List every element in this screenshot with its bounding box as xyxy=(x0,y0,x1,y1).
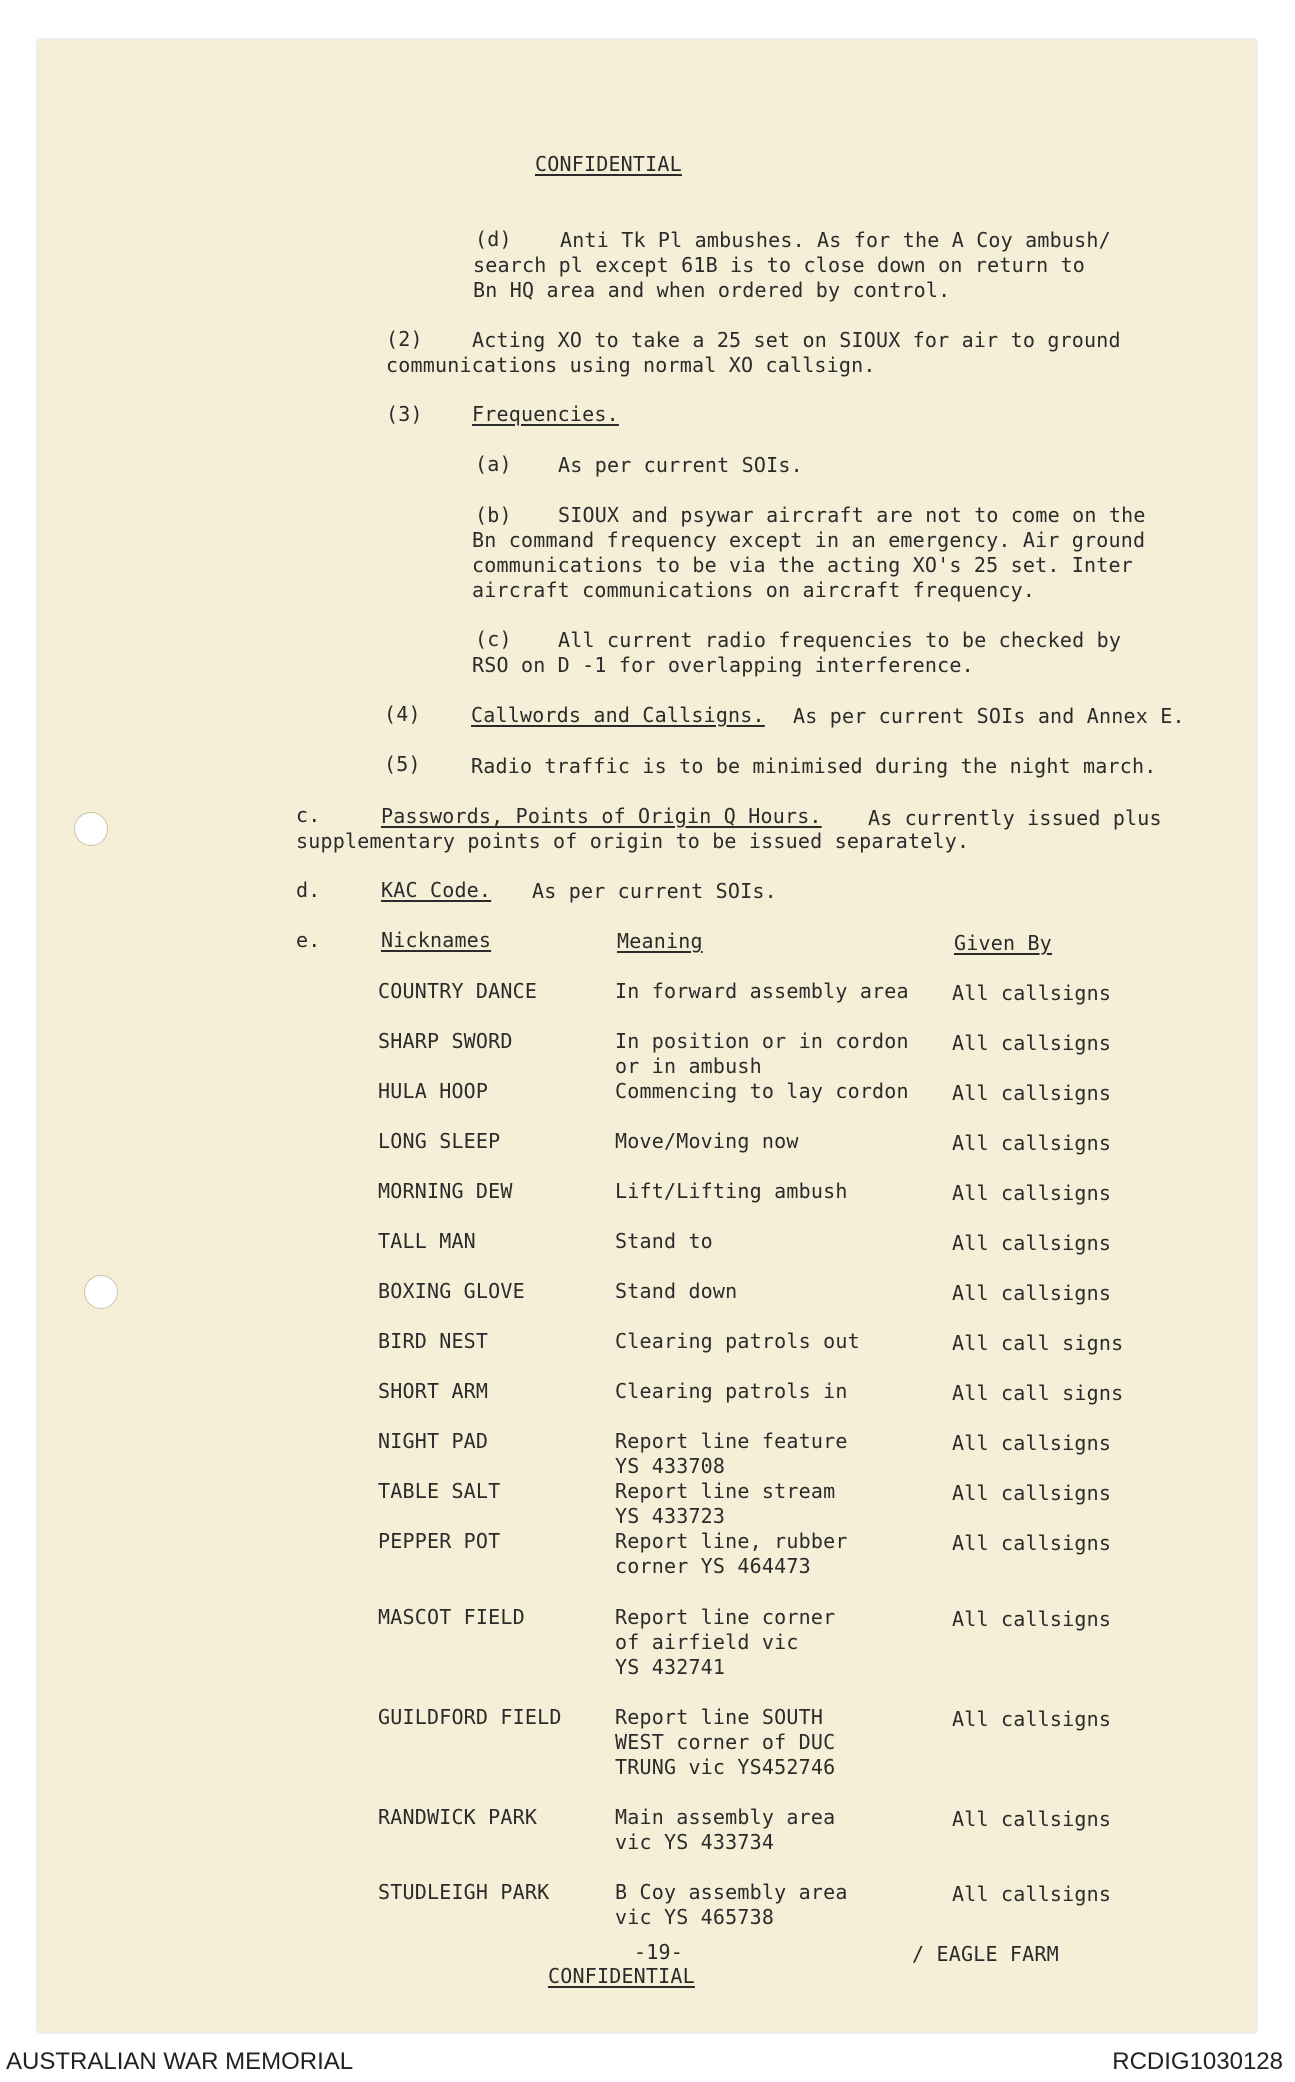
table-cell-meaning: Report line, rubber xyxy=(615,1529,848,1553)
table-cell-meaning: vic YS 465738 xyxy=(615,1905,775,1929)
para-d-line: search pl except 61B is to close down on return to xyxy=(473,253,1086,277)
classification-footer: CONFIDENTIAL xyxy=(548,1964,695,1988)
table-cell-meaning: or in ambush xyxy=(615,1054,762,1078)
para-5-text: Radio traffic is to be minimised during the night march. xyxy=(471,754,1157,778)
para-3c-line: RSO on D -1 for overlapping interference. xyxy=(472,653,974,677)
table-cell-meaning: Lift/Lifting ambush xyxy=(615,1179,848,1203)
table-cell-meaning: WEST corner of DUC xyxy=(615,1730,836,1754)
para-3a-label: (a) xyxy=(475,452,512,476)
table-cell-meaning: YS 433708 xyxy=(615,1454,726,1478)
table-cell-meaning: vic YS 433734 xyxy=(615,1830,775,1854)
table-header-nicknames: Nicknames xyxy=(381,928,492,952)
table-cell-nickname: SHORT ARM xyxy=(378,1379,489,1403)
section-d-text: As per current SOIs. xyxy=(532,879,777,903)
para-4-label: (4) xyxy=(384,702,421,726)
para-d-line: Bn HQ area and when ordered by control. xyxy=(473,278,951,302)
table-cell-meaning: Report line feature xyxy=(615,1429,848,1453)
table-cell-meaning: Clearing patrols in xyxy=(615,1379,848,1403)
table-cell-given-by: All callsigns xyxy=(952,1431,1112,1455)
table-cell-given-by: All callsigns xyxy=(952,1131,1112,1155)
kac-code-heading: KAC Code. xyxy=(381,878,492,902)
para-3a-text: As per current SOIs. xyxy=(558,453,803,477)
para-2-line: communications using normal XO callsign. xyxy=(386,353,876,377)
archive-footer-left: AUSTRALIAN WAR MEMORIAL xyxy=(6,2048,354,2075)
table-cell-nickname: RANDWICK PARK xyxy=(378,1805,538,1829)
para-d-label: (d) xyxy=(475,227,512,251)
para-5-label: (5) xyxy=(384,752,421,776)
table-cell-meaning: TRUNG vic YS452746 xyxy=(615,1755,836,1779)
section-c-label: c. xyxy=(296,803,321,827)
classification-header: CONFIDENTIAL xyxy=(535,152,682,176)
punch-hole xyxy=(74,812,108,846)
section-d-label: d. xyxy=(296,878,321,902)
table-cell-nickname: PEPPER POT xyxy=(378,1529,501,1553)
table-cell-nickname: BIRD NEST xyxy=(378,1329,489,1353)
table-cell-nickname: BOXING GLOVE xyxy=(378,1279,525,1303)
table-cell-meaning: Report line corner xyxy=(615,1605,836,1629)
para-3b-line: communications to be via the acting XO's 25 set. Inter xyxy=(472,553,1134,577)
table-cell-meaning: B Coy assembly area xyxy=(615,1880,848,1904)
handwritten-annotation: / EAGLE FARM xyxy=(912,1942,1059,1966)
table-cell-nickname: SHARP SWORD xyxy=(378,1029,513,1053)
table-cell-nickname: MASCOT FIELD xyxy=(378,1605,525,1629)
table-cell-given-by: All callsigns xyxy=(952,1231,1112,1255)
para-3b-line: Bn command frequency except in an emergency. Air ground xyxy=(472,528,1146,552)
archive-footer-right: RCDIG1030128 xyxy=(1112,2048,1283,2075)
table-cell-given-by: All callsigns xyxy=(952,1607,1112,1631)
para-2-label: (2) xyxy=(386,327,423,351)
table-cell-nickname: LONG SLEEP xyxy=(378,1129,501,1153)
table-cell-nickname: HULA HOOP xyxy=(378,1079,489,1103)
table-header-given-by: Given By xyxy=(954,931,1052,955)
section-c-text: As currently issued plus xyxy=(868,806,1162,830)
table-cell-given-by: All callsigns xyxy=(952,1807,1112,1831)
table-cell-nickname: TABLE SALT xyxy=(378,1479,501,1503)
para-4-text: As per current SOIs and Annex E. xyxy=(793,704,1185,728)
table-cell-meaning: Main assembly area xyxy=(615,1805,836,1829)
para-3c-line: All current radio frequencies to be checked by xyxy=(558,628,1122,652)
section-e-label: e. xyxy=(296,928,321,952)
table-cell-given-by: All callsigns xyxy=(952,1181,1112,1205)
table-cell-nickname: COUNTRY DANCE xyxy=(378,979,538,1003)
para-d-line: Anti Tk Pl ambushes. As for the A Coy ambush/ xyxy=(560,228,1111,252)
table-cell-meaning: corner YS 464473 xyxy=(615,1554,811,1578)
page-number: -19- xyxy=(634,1940,683,1964)
table-cell-meaning: Clearing patrols out xyxy=(615,1329,860,1353)
table-cell-meaning: Report line SOUTH xyxy=(615,1705,824,1729)
table-cell-nickname: STUDLEIGH PARK xyxy=(378,1880,550,1904)
table-cell-meaning: Commencing to lay cordon xyxy=(615,1079,909,1103)
section-c-line: supplementary points of origin to be issued separately. xyxy=(296,829,970,853)
table-cell-given-by: All callsigns xyxy=(952,1281,1112,1305)
table-header-meaning: Meaning xyxy=(617,929,703,953)
para-3b-line: aircraft communications on aircraft frequency. xyxy=(472,578,1036,602)
para-2-line: Acting XO to take a 25 set on SIOUX for air to ground xyxy=(472,328,1121,352)
table-cell-meaning: YS 433723 xyxy=(615,1504,726,1528)
frequencies-heading: Frequencies. xyxy=(472,402,619,426)
table-cell-meaning: Stand down xyxy=(615,1279,738,1303)
passwords-heading: Passwords, Points of Origin Q Hours. xyxy=(381,804,822,828)
table-cell-given-by: All callsigns xyxy=(952,1531,1112,1555)
table-cell-given-by: All call signs xyxy=(952,1381,1124,1405)
table-cell-given-by: All call signs xyxy=(952,1331,1124,1355)
table-cell-given-by: All callsigns xyxy=(952,1481,1112,1505)
table-cell-given-by: All callsigns xyxy=(952,1031,1112,1055)
table-cell-given-by: All callsigns xyxy=(952,1882,1112,1906)
table-cell-meaning: YS 432741 xyxy=(615,1655,726,1679)
table-cell-nickname: NIGHT PAD xyxy=(378,1429,489,1453)
para-3-label: (3) xyxy=(386,402,423,426)
callwords-heading: Callwords and Callsigns. xyxy=(471,703,765,727)
para-3b-line: SIOUX and psywar aircraft are not to come on the xyxy=(558,503,1146,527)
table-cell-given-by: All callsigns xyxy=(952,1081,1112,1105)
table-cell-nickname: MORNING DEW xyxy=(378,1179,513,1203)
punch-hole xyxy=(84,1275,118,1309)
para-3b-label: (b) xyxy=(475,503,512,527)
table-cell-meaning: Move/Moving now xyxy=(615,1129,799,1153)
table-cell-meaning: Report line stream xyxy=(615,1479,836,1503)
para-3c-label: (c) xyxy=(475,627,512,651)
table-cell-meaning: In position or in cordon xyxy=(615,1029,909,1053)
table-cell-nickname: TALL MAN xyxy=(378,1229,476,1253)
table-cell-nickname: GUILDFORD FIELD xyxy=(378,1705,562,1729)
table-cell-given-by: All callsigns xyxy=(952,981,1112,1005)
table-cell-meaning: of airfield vic xyxy=(615,1630,799,1654)
table-cell-given-by: All callsigns xyxy=(952,1707,1112,1731)
table-cell-meaning: Stand to xyxy=(615,1229,713,1253)
table-cell-meaning: In forward assembly area xyxy=(615,979,909,1003)
